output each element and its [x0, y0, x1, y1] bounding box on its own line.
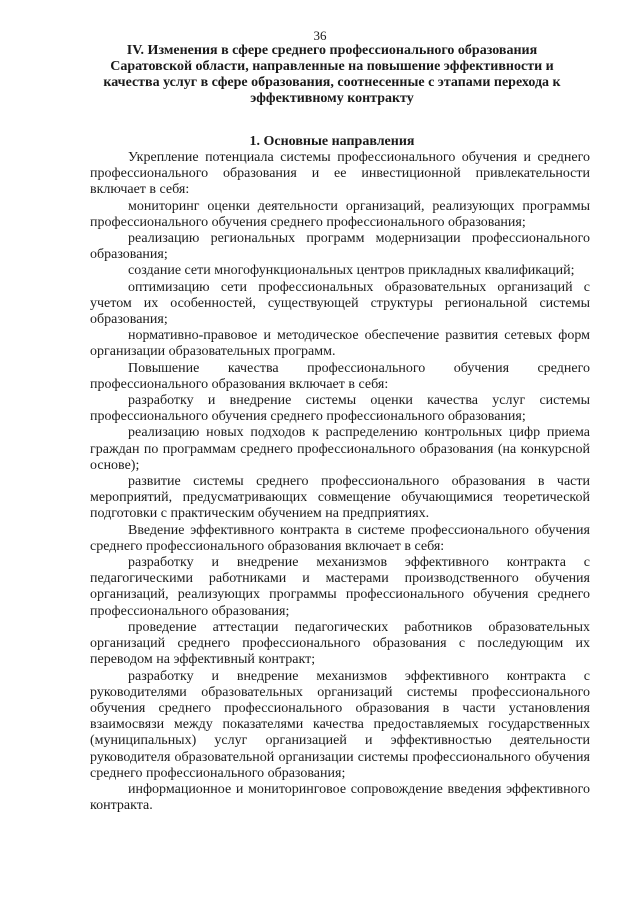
page-number: 36: [313, 28, 327, 43]
list-item: реализацию региональных программ модернизации профессионального образования;: [90, 231, 590, 263]
list-item: развитие системы среднего профессионального образования в части мероприятий, предусматривающих совмещение обучающимися теоретической подготовки с практическим обучением на предприятиях.: [90, 474, 590, 522]
paragraph: Повышение качества профессионального обучения среднего профессионального образования включает в себя:: [90, 360, 590, 392]
section-heading: IV. Изменения в сфере среднего профессионального образования Саратовской области, направленные на повышение эффективности и качества услуг в сфере образования, соотнесенные с этапами перехода к эффективному контракту: [103, 43, 561, 106]
subsection-heading: 1. Основные направления: [249, 134, 415, 149]
list-item: нормативно-правовое и методическое обеспечение развития сетевых форм организации образовательных программ.: [90, 328, 590, 360]
list-item: создание сети многофункциональных центров прикладных квалификаций;: [128, 263, 575, 279]
paragraph: Укрепление потенциала системы профессионального обучения и среднего профессионального образования и ее инвестиционной привлекательности включает в себя:: [90, 150, 590, 198]
list-item: оптимизацию сети профессиональных образовательных организаций с учетом их особенностей, существующей структуры региональной системы образования;: [90, 279, 590, 328]
list-item: проведение аттестации педагогических работников образовательных организаций среднего профессионального образования с последующим их переводом на эффективный контракт;: [90, 619, 590, 668]
list-item: информационное и мониторинговое сопровождение введения эффективного контракта.: [90, 781, 590, 814]
document-body: [90, 150, 590, 814]
list-item: разработку и внедрение механизмов эффективного контракта с руководителями образовательных организаций системы профессионального обучения среднего профессионального образования в части установления взаимосвязи между показателями качества предоставляемых государственных (муниципальных) услуг организацией и эффективностью деятельности руководителя образовательной организации системы профессионального обучения среднего профессионального образования;: [90, 668, 590, 781]
paragraph: Введение эффективного контракта в системе профессионального обучения среднего профессионального образования включает в себя:: [90, 522, 590, 554]
list-item: реализацию новых подходов к распределению контрольных цифр приема граждан по программам среднего профессионального образования (на конкурсной основе);: [90, 425, 590, 473]
list-item: мониторинг оценки деятельности организаций, реализующих программы профессионального обучения среднего профессионального образования;: [90, 198, 590, 230]
list-item: разработку и внедрение системы оценки качества услуг системы профессионального обучения среднего профессионального образования;: [90, 393, 590, 425]
list-item: разработку и внедрение механизмов эффективного контракта с педагогическими работниками и мастерами производственного обучения организаций, реализующих программы профессионального обучения среднего профессионального образования;: [90, 555, 590, 619]
